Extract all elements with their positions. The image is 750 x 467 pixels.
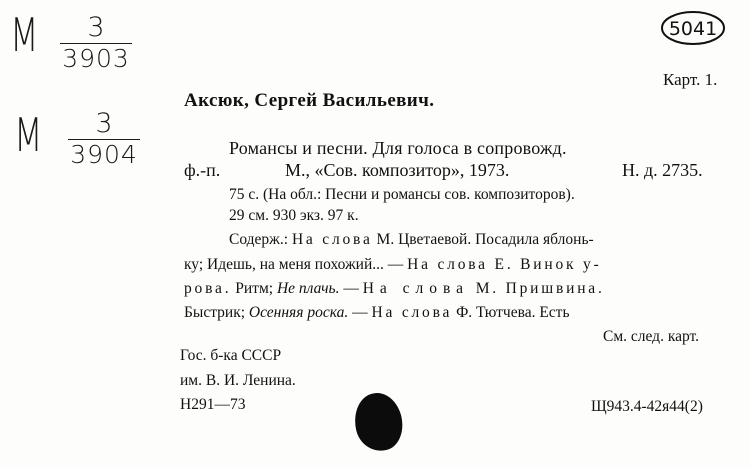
- contents-text: ку; Идешь, на меня похожий... —: [184, 256, 408, 273]
- shelfmark-inventory-1: 3903: [62, 44, 130, 73]
- contents-lyricist-prefix: На слова: [291, 231, 373, 248]
- shelfmark-fraction-1: [60, 14, 132, 72]
- library-line-2: им. В. И. Ленина.: [180, 372, 296, 389]
- contents-text: Быстрик;: [184, 304, 249, 321]
- title-line-2-part-3: Н. д. 2735.: [622, 160, 703, 180]
- stamp-number: 5041: [668, 18, 718, 40]
- shelfmark-number-2: 3: [95, 108, 113, 139]
- continued-note: См. след. карт.: [603, 328, 700, 345]
- contents-text: —: [339, 280, 363, 297]
- shelfmark-letter-2: M: [14, 108, 43, 162]
- title-line-2-part-1: ф.-п.: [184, 160, 221, 180]
- shelfmark-number-1: 3: [87, 12, 105, 43]
- contents-text: —: [348, 304, 372, 321]
- card-code: Н291—73: [180, 396, 246, 413]
- contents-song-title: Не плачь.: [276, 280, 340, 297]
- classification-code: Щ943.4-42я44(2): [591, 398, 703, 415]
- contents-text: рова.: [184, 280, 232, 297]
- contents-line-2: [184, 256, 602, 274]
- library-line-1: Гос. б-ка СССР: [180, 347, 282, 364]
- shelfmark-letter-1: M: [10, 8, 39, 62]
- title-line-2-part-2: М., «Сов. композитор», 1973.: [285, 160, 510, 180]
- contents-text: Е. Винок у-: [487, 256, 602, 273]
- shelfmark-fraction-2: [68, 110, 140, 168]
- pages-line: 75 с. (На обл.: Песни и романсы сов. композиторов).: [229, 186, 575, 203]
- contents-lyricist-prefix: На слова: [407, 256, 488, 273]
- contents-line-3: [184, 280, 605, 298]
- ink-blot: [349, 389, 407, 456]
- card-label: Карт. 1.: [663, 70, 718, 89]
- contents-text: М. Цветаевой. Посадила яблонь-: [372, 231, 594, 248]
- contents-lyricist-prefix: На слова: [362, 280, 470, 297]
- contents-label: Содерж.:: [229, 231, 292, 248]
- author-heading: Аксюк, Сергей Васильевич.: [184, 90, 435, 111]
- contents-line-1: [229, 231, 594, 249]
- contents-text: Ф. Тютчева. Есть: [452, 304, 570, 321]
- title-line-1: Романсы и песни. Для голоса в сопровожд.: [229, 138, 567, 158]
- shelfmark-inventory-2: 3904: [70, 140, 138, 169]
- contents-line-4: [184, 304, 570, 322]
- contents-text: М. Пришвина.: [469, 280, 605, 297]
- stamp-circle-icon: [660, 10, 726, 46]
- contents-text: Ритм;: [231, 280, 277, 297]
- contents-song-title: Осенняя роска.: [248, 304, 349, 321]
- contents-lyricist-prefix: На слова: [371, 304, 453, 321]
- format-line: 29 см. 930 экз. 97 к.: [229, 207, 359, 224]
